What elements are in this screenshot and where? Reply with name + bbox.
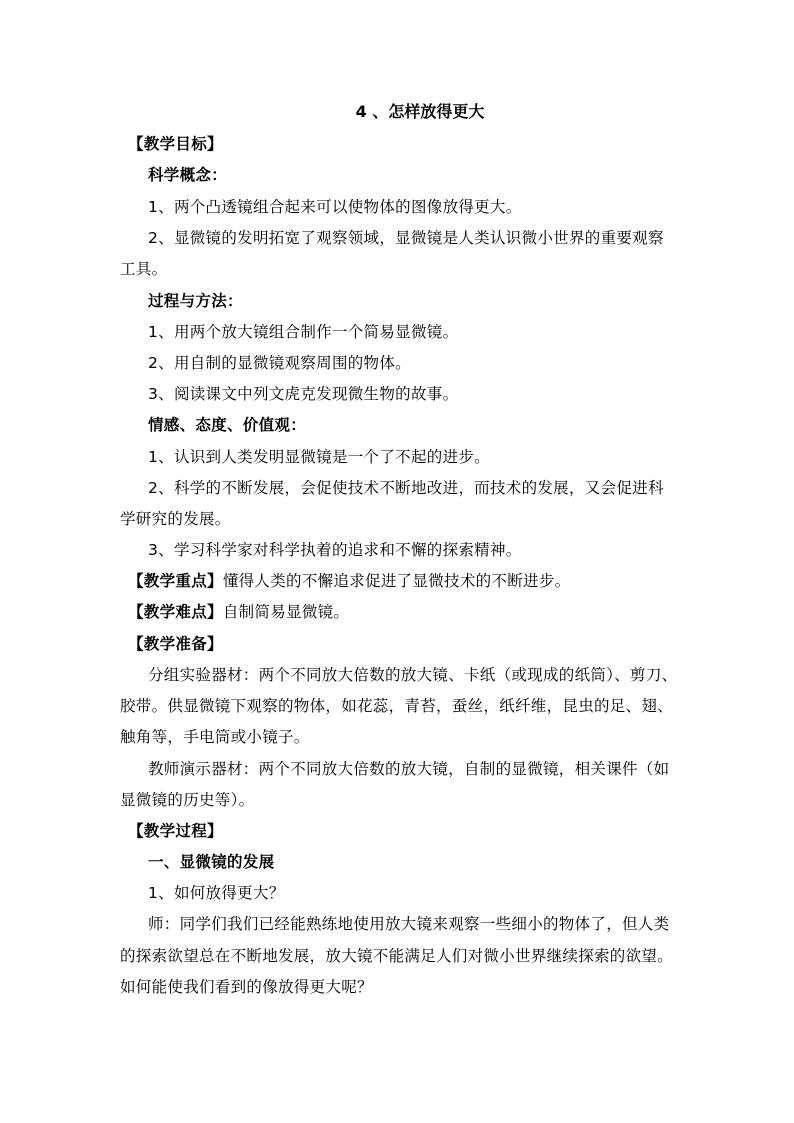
key-point-text: 懂得人类的不懈追求促进了显微技术的不断进步。 xyxy=(222,572,571,590)
process-item-1: 1、用两个放大镜组合制作一个简易显微镜。 xyxy=(148,323,459,341)
heading-process: 过程与方法： xyxy=(148,292,243,310)
heading-procedure: 【教学过程】 xyxy=(128,822,223,840)
prep-students-line-2: 胶带。供显微镜下观察的物体，如花蕊，青苔，蚕丝，纸纤维，昆虫的足、翅、 xyxy=(120,697,674,715)
concept-item-2-line-1: 2、显微镜的发明拓宽了观察领域，显微镜是人类认识微小世界的重要观察 xyxy=(148,229,664,247)
attitude-item-1: 1、认识到人类发明显微镜是一个了不起的进步。 xyxy=(148,448,490,466)
teacher-line-2: 的探索欲望总在不断地发展，放大镜不能满足人们对微小世界继续探索的欲望。 xyxy=(120,947,674,965)
page-title: 4 、怎样放得更大 xyxy=(355,102,485,121)
key-point-label: 【教学重点】 xyxy=(128,572,223,590)
prep-students-line-1: 分组实验器材：两个不同放大倍数的放大镜、卡纸（或现成的纸筒）、剪刀、 xyxy=(148,666,678,684)
prep-students-line-3: 触角等，手电筒或小镜子。 xyxy=(120,728,310,746)
prep-teacher-line-1: 教师演示器材：两个不同放大倍数的放大镜，自制的显微镜，相关课件（如 xyxy=(148,760,670,778)
key-point-line xyxy=(128,570,708,592)
process-item-2: 2、用自制的显微镜观察周围的物体。 xyxy=(148,354,411,372)
process-item-3: 3、阅读课文中列文虎克发现微生物的故事。 xyxy=(148,385,459,403)
difficulty-line xyxy=(128,601,708,623)
attitude-item-2-line-2: 学研究的发展。 xyxy=(120,510,231,528)
prep-teacher-line-2: 显微镜的历史等）。 xyxy=(120,791,255,809)
heading-concepts: 科学概念： xyxy=(148,166,228,184)
teacher-line-3: 如何能使我们看到的像放得更大呢？ xyxy=(120,978,373,996)
attitude-item-3: 3、学习科学家对科学执着的追求和不懈的探索精神。 xyxy=(148,541,522,559)
concept-item-1: 1、两个凸透镜组合起来可以使物体的图像放得更大。 xyxy=(148,198,522,216)
heading-section-1: 一、显微镜的发展 xyxy=(148,853,275,871)
heading-attitude: 情感、态度、价值观： xyxy=(148,416,307,434)
difficulty-label: 【教学难点】 xyxy=(128,603,223,621)
concept-item-2-line-2: 工具。 xyxy=(120,260,168,278)
subheading-1: 1、如何放得更大？ xyxy=(148,884,285,902)
heading-preparation: 【教学准备】 xyxy=(128,635,223,653)
teacher-line-1: 师：同学们我们已经能熟练地使用放大镜来观察一些细小的物体了，但人类 xyxy=(148,915,670,933)
attitude-item-2-line-1: 2、科学的不断发展，会促使技术不断地改进，而技术的发展，又会促进科 xyxy=(148,479,664,497)
heading-objectives: 【教学目标】 xyxy=(128,135,223,153)
difficulty-text: 自制简易显微镜。 xyxy=(222,603,350,621)
